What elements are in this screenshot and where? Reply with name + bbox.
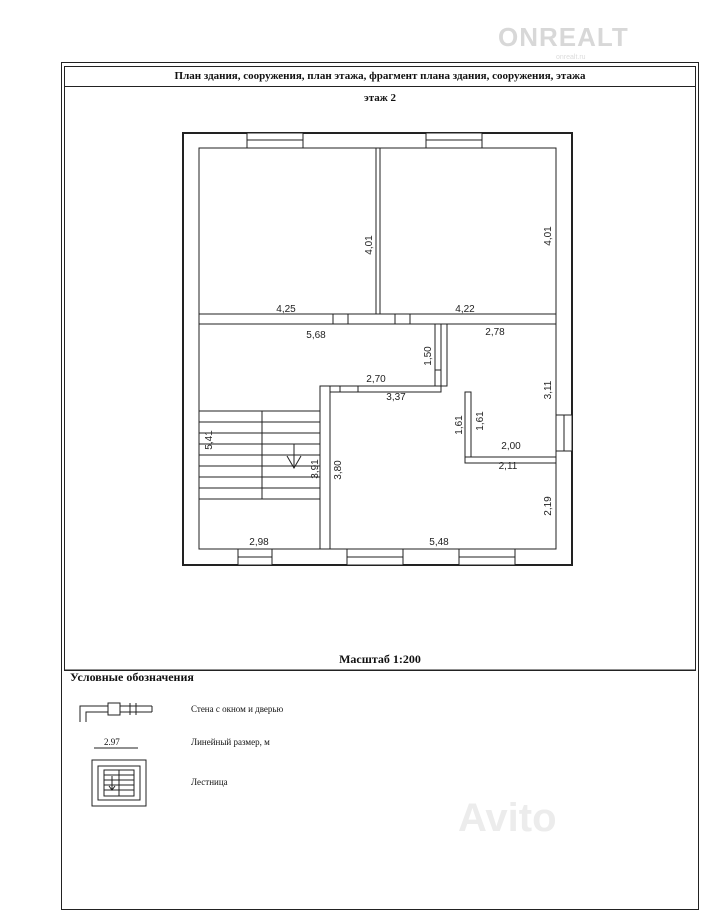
watermark-brand: ONREALT — [498, 22, 629, 52]
legend-dim-example: 2.97 — [104, 737, 120, 747]
legend-stair-symbol — [92, 760, 146, 806]
dim-room3-width: 5,48 — [429, 537, 449, 548]
dim-room1-width: 4,25 — [276, 304, 296, 315]
legend-wall-symbol — [80, 703, 152, 722]
legend-dim-label: Линейный размер, м — [191, 737, 270, 747]
dim-room3-height: 3,80 — [333, 460, 344, 480]
watermark-bottom: Avito — [458, 796, 557, 840]
floor-label: этаж 2 — [363, 92, 397, 104]
dim-room3-width-top: 3,37 — [386, 392, 406, 403]
document-title: План здания, сооружения, план этажа, фрагмент плана здания, сооружения, этажа — [64, 66, 696, 87]
legend-wall-label: Стена с окном и дверью — [191, 704, 284, 714]
dim-stair-bottom: 2,98 — [249, 537, 269, 548]
dim-room1-height: 4,01 — [364, 235, 375, 255]
dim-room4-step: 2,11 — [498, 461, 518, 472]
dim-stair-height: 3,91 — [310, 459, 321, 479]
interior-walls — [199, 148, 556, 549]
legend-title: Условные обозначения — [70, 670, 194, 684]
dim-room2-height: 4,01 — [543, 226, 554, 246]
dim-stair-width: 2,70 — [366, 374, 386, 385]
staircase — [199, 411, 320, 499]
dim-bath-side-a: 1,61 — [454, 415, 465, 435]
dim-room2-width: 4,22 — [455, 304, 475, 315]
dim-bath-width-top: 2,78 — [485, 327, 505, 338]
dim-stair-total: 5,41 — [204, 430, 215, 450]
legend-stair-label: Лестница — [191, 777, 228, 787]
dim-hall-width: 5,68 — [306, 330, 326, 341]
dim-hall-height: 1,50 — [423, 346, 434, 366]
watermark-sub: onrealt.ru — [556, 54, 586, 61]
dim-bath-height: 3,11 — [543, 380, 554, 400]
dim-bath-side-b: 1,61 — [475, 411, 486, 431]
scale-label: Масштаб 1:200 — [339, 652, 421, 666]
dim-bath-width: 2,00 — [501, 441, 521, 452]
windows — [238, 133, 572, 565]
dim-room4-height: 2,19 — [543, 496, 554, 516]
